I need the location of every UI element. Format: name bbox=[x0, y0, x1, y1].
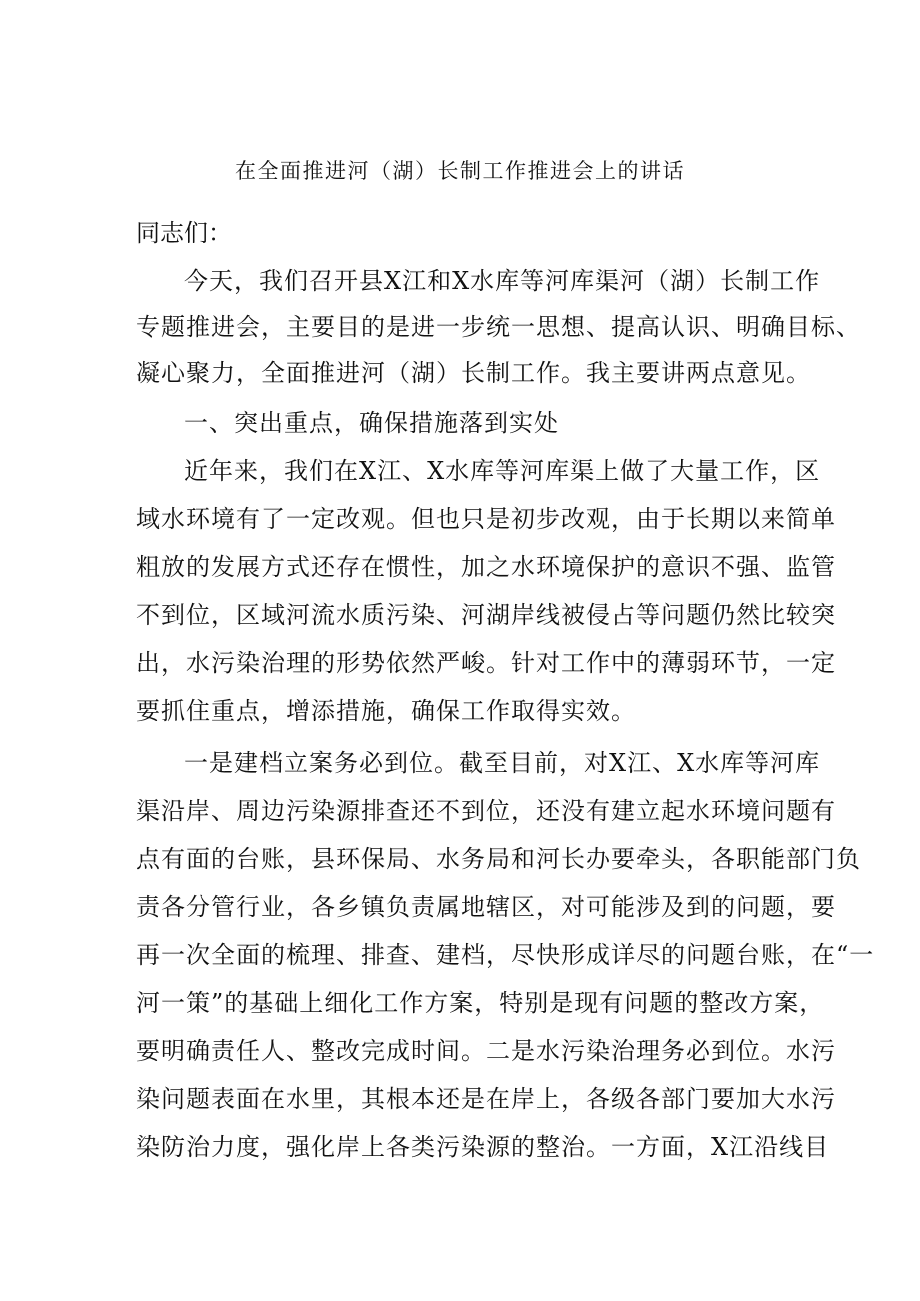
paragraph-line: 责各分管行业，各乡镇负责属地辖区，对可能涉及到的问题，要 bbox=[136, 893, 836, 921]
paragraph-line: 粗放的发展方式还存在惯性，加之水环境保护的意识不强、监管 bbox=[136, 553, 836, 581]
paragraph-line: 染防治力度，强化岸上各类污染源的整治。一方面，X江沿线目 bbox=[136, 1133, 830, 1161]
paragraph-line: 今天，我们召开县X江和X水库等河库渠河（湖）长制工作 bbox=[184, 267, 821, 295]
speech-title: 在全面推进河（湖）长制工作推进会上的讲话 bbox=[235, 159, 685, 183]
paragraph-line: 要抓住重点，增添措施，确保工作取得实效。 bbox=[136, 697, 636, 725]
paragraph-line: 一是建档立案务必到位。截至目前，对X江、X水库等河库 bbox=[184, 749, 821, 777]
paragraph-line: 点有面的台账，县环保局、水务局和河长办要牵头，各职能部门负 bbox=[136, 845, 861, 873]
paragraph-line: 不到位，区域河流水质污染、河湖岸线被侵占等问题仍然比较突 bbox=[136, 601, 836, 629]
paragraph-line: 渠沿岸、周边污染源排查还不到位，还没有建立起水环境问题有 bbox=[136, 797, 836, 825]
paragraph-line: 出，水污染治理的形势依然严峻。针对工作中的薄弱环节，一定 bbox=[136, 649, 836, 677]
paragraph-line: 凝心聚力，全面推进河（湖）长制工作。我主要讲两点意见。 bbox=[136, 359, 811, 387]
paragraph-line: 专题推进会，主要目的是进一步统一思想、提高认识、明确目标、 bbox=[136, 313, 861, 341]
paragraph-line: 域水环境有了一定改观。但也只是初步改观，由于长期以来简单 bbox=[136, 505, 836, 533]
paragraph-line: 近年来，我们在X江、X水库等河库渠上做了大量工作，区 bbox=[184, 457, 821, 485]
paragraph-line: 再一次全面的梳理、排查、建档，尽快形成详尽的问题台账，在“一 bbox=[136, 941, 875, 969]
salutation: 同志们： bbox=[136, 219, 232, 247]
paragraph-line: 染问题表面在水里，其根本还是在岸上，各级各部门要加大水污 bbox=[136, 1085, 836, 1113]
section-heading: 一、突出重点，确保措施落到实处 bbox=[184, 409, 559, 437]
paragraph-line: 要明确责任人、整改完成时间。二是水污染治理务必到位。水污 bbox=[136, 1037, 836, 1065]
paragraph-line: 河一策”的基础上细化工作方案，特别是现有问题的整改方案， bbox=[136, 989, 825, 1017]
